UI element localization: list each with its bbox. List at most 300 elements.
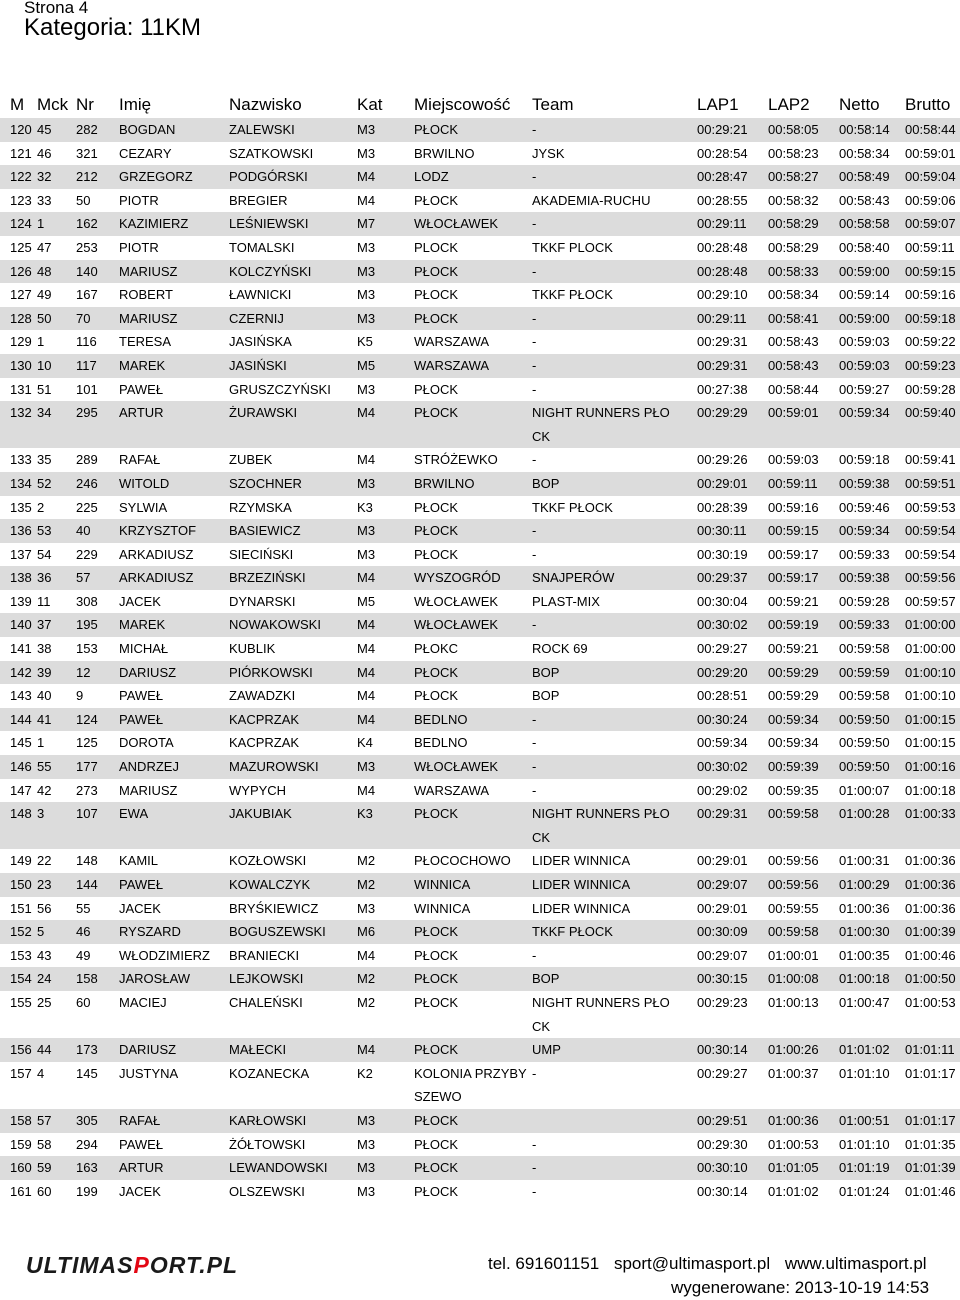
- cell-netto: 01:00:35: [839, 947, 890, 963]
- cell-place-cat: 45: [37, 118, 76, 142]
- cell-bib: 145: [76, 1065, 98, 1081]
- cell-category: M4: [357, 401, 414, 448]
- cell-place-cat: 54: [37, 546, 52, 562]
- cell-brutto: 01:00:00: [905, 613, 960, 637]
- cell-lap2: 00:59:21: [768, 593, 819, 609]
- cell-netto: 00:58:43: [839, 192, 890, 208]
- cell-team: -: [532, 755, 697, 779]
- cell-bib: 199: [76, 1183, 98, 1199]
- cell-team: BOP: [532, 688, 560, 704]
- cell-last-name: SZOCHNER: [229, 472, 357, 496]
- table-row: [0, 189, 960, 213]
- cell-first-name: JACEK: [119, 593, 161, 609]
- cell-city: STRÓŻEWKO: [414, 452, 498, 468]
- cell-city: PŁOCK: [414, 519, 532, 543]
- cell-category: M3: [357, 472, 414, 496]
- generated-timestamp: wygenerowane: 2013-10-19 14:53: [671, 1278, 930, 1297]
- cell-last-name: LEŚNIEWSKI: [229, 212, 357, 236]
- cell-place-cat: 22: [37, 853, 52, 869]
- cell-brutto: 01:00:33: [905, 802, 960, 849]
- cell-place: 144: [0, 708, 37, 732]
- cell-last-name: KOLCZYŃSKI: [229, 260, 357, 284]
- cell-team: -: [532, 1065, 537, 1081]
- cell-place-cat: 34: [37, 401, 76, 448]
- cell-brutto: 00:59:18: [905, 307, 960, 331]
- cell-first-name: ARTUR: [119, 1156, 229, 1180]
- cell-lap2: 00:58:05: [768, 118, 839, 142]
- cell-city: PŁOCK: [414, 192, 459, 208]
- cell-brutto: 01:00:36: [905, 853, 956, 869]
- cell-category: M2: [357, 994, 376, 1010]
- cell-lap1: 00:29:37: [697, 566, 768, 590]
- cell-place-cat: 39: [37, 661, 76, 685]
- cell-category: M3: [357, 239, 376, 255]
- cell-lap1: 00:27:38: [697, 381, 748, 397]
- table-row: [0, 873, 960, 897]
- cell-team: -: [532, 947, 537, 963]
- cell-lap2: 00:58:29: [768, 212, 839, 236]
- cell-first-name: DOROTA: [119, 735, 174, 751]
- cell-category: M3: [357, 1136, 376, 1152]
- cell-city: PŁOCK: [414, 967, 532, 991]
- cell-city: PŁOCK: [414, 307, 532, 331]
- cell-team: LIDER WINNICA: [532, 900, 631, 916]
- cell-lap1: 00:30:19: [697, 546, 748, 562]
- cell-team: NIGHT RUNNERS PŁOCK: [532, 802, 697, 849]
- table-row: [0, 260, 960, 284]
- cell-last-name: ZALEWSKI: [229, 118, 357, 142]
- cell-lap2: 00:59:21: [768, 641, 819, 657]
- cell-bib: 12: [76, 661, 119, 685]
- cell-netto: 01:00:31: [839, 853, 890, 869]
- results-table: [0, 92, 960, 1203]
- table-row: [0, 731, 960, 755]
- cell-place: 143: [10, 688, 32, 704]
- cell-brutto: 00:59:16: [905, 287, 956, 303]
- cell-last-name: DYNARSKI: [229, 593, 296, 609]
- table-row: [0, 708, 960, 732]
- cell-lap1: 00:29:23: [697, 994, 748, 1010]
- cell-place-cat: 32: [37, 165, 76, 189]
- cell-city: KOLONIA PRZYBYSZEWO: [414, 1065, 527, 1105]
- cell-lap2: 00:59:34: [768, 735, 819, 751]
- cell-lap1: 00:29:30: [697, 1136, 748, 1152]
- cell-lap2: 01:00:08: [768, 967, 839, 991]
- cell-team: -: [532, 519, 697, 543]
- cell-city: BRWILNO: [414, 145, 475, 161]
- cell-place: 154: [0, 967, 37, 991]
- cell-place-cat: 52: [37, 472, 76, 496]
- cell-lap1: 00:29:10: [697, 287, 748, 303]
- cell-team: -: [532, 1156, 697, 1180]
- cell-brutto: 00:58:44: [905, 118, 960, 142]
- table-row: [0, 991, 960, 1038]
- cell-category: M4: [357, 452, 376, 468]
- cell-last-name: SIECIŃSKI: [229, 546, 294, 562]
- cell-netto: 00:58:58: [839, 212, 905, 236]
- cell-place: 138: [0, 566, 37, 590]
- cell-team: UMP: [532, 1038, 697, 1062]
- cell-brutto: 01:01:11: [905, 1038, 960, 1062]
- cell-netto: 01:01:24: [839, 1183, 890, 1199]
- table-row: [0, 1038, 960, 1062]
- cell-place-cat: 11: [37, 593, 51, 609]
- cell-netto: 00:58:14: [839, 118, 905, 142]
- cell-netto: 01:01:19: [839, 1156, 905, 1180]
- cell-first-name: KAMIL: [119, 853, 159, 869]
- cell-bib: 40: [76, 519, 119, 543]
- cell-city: WARSZAWA: [414, 334, 490, 350]
- cell-last-name: KOZANECKA: [229, 1065, 310, 1081]
- cell-lap1: 00:29:01: [697, 472, 768, 496]
- cell-team: -: [532, 1136, 537, 1152]
- cell-category: M3: [357, 118, 414, 142]
- cell-lap1: 00:29:01: [697, 900, 748, 916]
- table-row: [0, 849, 960, 873]
- cell-lap2: 00:59:58: [768, 920, 839, 944]
- cell-lap1: 00:29:27: [697, 1065, 748, 1081]
- table-row: [0, 637, 960, 661]
- cell-team: -: [532, 1183, 537, 1199]
- cell-city: PŁOCK: [414, 920, 532, 944]
- cell-first-name: KAZIMIERZ: [119, 212, 229, 236]
- cell-netto: 00:59:00: [839, 260, 905, 284]
- cell-last-name: TOMALSKI: [229, 239, 295, 255]
- col-header-netto: Netto: [839, 95, 880, 114]
- cell-place: 123: [10, 192, 32, 208]
- cell-first-name: MARIUSZ: [119, 782, 178, 798]
- cell-netto: 01:00:18: [839, 967, 905, 991]
- table-row: [0, 590, 960, 614]
- cell-lap2: 00:59:56: [768, 853, 819, 869]
- page-number: Strona 4: [24, 0, 89, 17]
- cell-city: BEDLNO: [414, 735, 468, 751]
- cell-bib: 308: [76, 593, 98, 609]
- cell-place: 121: [10, 145, 32, 161]
- cell-team: -: [532, 546, 537, 562]
- cell-brutto: 00:59:01: [905, 145, 956, 161]
- cell-city: PŁOCK: [414, 546, 459, 562]
- cell-place: 153: [10, 947, 32, 963]
- table-row: [0, 779, 960, 803]
- table-row: [0, 613, 960, 637]
- cell-category: M4: [357, 947, 376, 963]
- table-row: [0, 118, 960, 142]
- cell-category: M3: [357, 145, 376, 161]
- cell-place: 122: [0, 165, 37, 189]
- cell-team: -: [532, 307, 697, 331]
- cell-brutto: 01:01:46: [905, 1183, 956, 1199]
- cell-lap2: 00:58:41: [768, 307, 839, 331]
- cell-bib: 55: [76, 900, 91, 916]
- cell-brutto: 00:59:41: [905, 452, 956, 468]
- cell-bib: 282: [76, 118, 119, 142]
- cell-brutto: 00:59:53: [905, 499, 956, 515]
- cell-place-cat: 38: [37, 641, 52, 657]
- cell-brutto: 00:59:04: [905, 165, 960, 189]
- cell-brutto: 01:01:39: [905, 1156, 960, 1180]
- cell-netto: 00:59:03: [839, 354, 905, 378]
- cell-category: M3: [357, 546, 376, 562]
- cell-place-cat: 50: [37, 307, 76, 331]
- cell-bib: 225: [76, 499, 98, 515]
- cell-brutto: 00:59:28: [905, 381, 956, 397]
- cell-netto: 01:00:51: [839, 1109, 905, 1133]
- cell-team: BOP: [532, 472, 697, 496]
- cell-place-cat: 41: [37, 708, 76, 732]
- table-row: [0, 920, 960, 944]
- cell-lap2: 00:58:33: [768, 260, 839, 284]
- cell-first-name: BOGDAN: [119, 118, 229, 142]
- cell-lap2: 00:59:29: [768, 661, 839, 685]
- cell-category: K3: [357, 802, 414, 849]
- cell-last-name: ZAWADZKI: [229, 688, 296, 704]
- cell-city: PŁOCK: [414, 1183, 459, 1199]
- cell-first-name: PAWEŁ: [119, 708, 229, 732]
- logo-text: ULTIMASPORT.PL: [26, 1253, 239, 1277]
- cell-netto: 01:00:07: [839, 782, 890, 798]
- cell-last-name: ŁAWNICKI: [229, 287, 292, 303]
- cell-place-cat: 44: [37, 1038, 76, 1062]
- cell-lap1: 00:29:01: [697, 853, 748, 869]
- cell-brutto: 00:59:54: [905, 546, 956, 562]
- cell-place: 150: [0, 873, 37, 897]
- cell-bib: 125: [76, 735, 98, 751]
- cell-city: PŁOCK: [414, 1136, 459, 1152]
- cell-bib: 107: [76, 802, 119, 849]
- cell-category: K2: [357, 1065, 373, 1081]
- cell-city: PŁOCK: [414, 802, 532, 849]
- cell-last-name: JAKUBIAK: [229, 802, 357, 849]
- cell-lap1: 00:30:02: [697, 613, 768, 637]
- cell-place-cat: 24: [37, 967, 76, 991]
- footer-website[interactable]: www.ultimasport.pl: [784, 1254, 927, 1273]
- table-row: [0, 543, 960, 567]
- cell-place-cat: 43: [37, 947, 52, 963]
- cell-netto: 00:59:34: [839, 519, 905, 543]
- cell-lap1: 00:28:47: [697, 165, 768, 189]
- cell-last-name: KACPRZAK: [229, 735, 300, 751]
- cell-category: M4: [357, 192, 376, 208]
- cell-team: -: [532, 708, 697, 732]
- cell-place: 134: [0, 472, 37, 496]
- cell-brutto: 01:00:00: [905, 641, 956, 657]
- table-row: [0, 1180, 960, 1204]
- table-row: [0, 212, 960, 236]
- cell-category: M6: [357, 920, 414, 944]
- cell-netto: 00:59:46: [839, 499, 890, 515]
- cell-bib: 140: [76, 260, 119, 284]
- cell-category: K5: [357, 334, 373, 350]
- cell-brutto: 01:01:17: [905, 1065, 956, 1081]
- cell-place-cat: 58: [37, 1136, 52, 1152]
- cell-brutto: 01:00:46: [905, 947, 956, 963]
- cell-city: WYSZOGRÓD: [414, 566, 532, 590]
- cell-bib: 50: [76, 192, 91, 208]
- col-header-nr: Nr: [76, 95, 94, 114]
- cell-first-name: ARKADIUSZ: [119, 566, 229, 590]
- cell-category: M4: [357, 661, 414, 685]
- cell-city: PŁOCK: [414, 1156, 532, 1180]
- col-header-nazwisko: Nazwisko: [229, 95, 302, 114]
- cell-last-name: GRUSZCZYŃSKI: [229, 381, 331, 397]
- cell-bib: 177: [76, 755, 119, 779]
- cell-lap2: 00:59:15: [768, 519, 839, 543]
- cell-place-cat: 25: [37, 994, 52, 1010]
- cell-first-name: TERESA: [119, 334, 172, 350]
- cell-team: BOP: [532, 967, 697, 991]
- cell-city: WINNICA: [414, 900, 471, 916]
- cell-last-name: ŻURAWSKI: [229, 401, 357, 448]
- cell-place: 159: [10, 1136, 32, 1152]
- cell-category: M4: [357, 566, 414, 590]
- col-header-m: M: [10, 95, 25, 114]
- cell-category: M4: [357, 613, 414, 637]
- cell-place-cat: 1: [37, 334, 45, 350]
- cell-lap2: 01:00:13: [768, 994, 819, 1010]
- cell-last-name: JASIŃSKA: [229, 334, 292, 350]
- cell-city: WARSZAWA: [414, 782, 490, 798]
- header-row: [0, 92, 960, 118]
- cell-netto: 00:59:50: [839, 735, 890, 751]
- cell-brutto: 01:00:18: [905, 782, 956, 798]
- category-title: Kategoria: 11KM: [24, 14, 201, 41]
- cell-team: -: [532, 165, 697, 189]
- cell-lap2: 01:00:53: [768, 1136, 819, 1152]
- cell-city: PŁOCK: [414, 401, 532, 448]
- cell-lap1: 00:29:07: [697, 947, 748, 963]
- cell-bib: 295: [76, 401, 119, 448]
- cell-city: PŁOCK: [414, 688, 459, 704]
- cell-category: M5: [357, 593, 376, 609]
- cell-place: 158: [0, 1109, 37, 1133]
- cell-last-name: CHALEŃSKI: [229, 994, 303, 1010]
- cell-place: 125: [10, 239, 32, 255]
- cell-place: 132: [0, 401, 37, 448]
- cell-lap1: 00:28:48: [697, 239, 748, 255]
- cell-netto: 00:59:28: [839, 593, 890, 609]
- cell-place: 157: [10, 1065, 32, 1081]
- table-row: [0, 684, 960, 708]
- cell-place-cat: 47: [37, 239, 52, 255]
- cell-team: TKKF PŁOCK: [532, 499, 613, 515]
- cell-lap1: 00:28:39: [697, 499, 748, 515]
- cell-netto: 00:59:33: [839, 613, 905, 637]
- cell-bib: 49: [76, 947, 91, 963]
- cell-bib: 116: [76, 334, 97, 350]
- cell-category: M3: [357, 1109, 414, 1133]
- cell-bib: 229: [76, 546, 98, 562]
- footer-email[interactable]: sport@ultimasport.pl: [613, 1254, 771, 1273]
- cell-lap2: 01:01:02: [768, 1183, 819, 1199]
- cell-first-name: MARIUSZ: [119, 307, 229, 331]
- cell-last-name: ZUBEK: [229, 452, 273, 468]
- col-header-team: Team: [532, 95, 574, 114]
- cell-city: PŁOCK: [414, 118, 532, 142]
- cell-category: M4: [357, 708, 414, 732]
- cell-team: AKADEMIA-RUCHU: [532, 192, 651, 208]
- cell-lap2: 00:58:29: [768, 239, 819, 255]
- table-row: [0, 401, 960, 448]
- cell-first-name: PAWEŁ: [119, 873, 229, 897]
- cell-lap2: 00:58:27: [768, 165, 839, 189]
- cell-netto: 00:59:59: [839, 661, 905, 685]
- table-row: [0, 307, 960, 331]
- cell-lap2: 00:59:19: [768, 613, 839, 637]
- cell-brutto: 00:59:06: [905, 192, 956, 208]
- cell-place-cat: 36: [37, 566, 76, 590]
- table-row: [0, 897, 960, 921]
- cell-first-name: MICHAŁ: [119, 641, 169, 657]
- cell-netto: 00:58:34: [839, 145, 890, 161]
- cell-place-cat: 40: [37, 688, 52, 704]
- table-row: [0, 661, 960, 685]
- cell-place: 148: [0, 802, 37, 849]
- cell-lap1: 00:29:31: [697, 334, 748, 350]
- cell-team: -: [532, 381, 537, 397]
- cell-first-name: ARTUR: [119, 401, 229, 448]
- cell-place: 135: [10, 499, 32, 515]
- cell-bib: 289: [76, 452, 98, 468]
- cell-last-name: BASIEWICZ: [229, 519, 357, 543]
- cell-netto: 00:59:14: [839, 287, 890, 303]
- cell-place: 120: [0, 118, 37, 142]
- cell-team: -: [532, 782, 537, 798]
- cell-first-name: WŁODZIMIERZ: [119, 947, 210, 963]
- col-header-imie: Imię: [119, 95, 152, 114]
- cell-team: -: [532, 212, 697, 236]
- cell-lap1: 00:29:29: [697, 401, 768, 448]
- cell-bib: 167: [76, 287, 98, 303]
- cell-lap2: 00:59:56: [768, 873, 839, 897]
- table-row: [0, 165, 960, 189]
- table-row: [0, 1133, 960, 1157]
- cell-first-name: MAREK: [119, 613, 229, 637]
- cell-city: PŁOCOCHOWO: [414, 853, 511, 869]
- cell-category: M4: [357, 165, 414, 189]
- cell-brutto: 00:59:22: [905, 334, 956, 350]
- cell-lap1: 00:29:27: [697, 641, 748, 657]
- cell-category: M2: [357, 873, 414, 897]
- cell-lap1: 00:30:14: [697, 1183, 748, 1199]
- col-header-lap2: LAP2: [768, 95, 810, 114]
- table-row: [0, 283, 960, 307]
- cell-brutto: 00:59:15: [905, 260, 960, 284]
- table-row: [0, 1109, 960, 1133]
- cell-last-name: KUBLIK: [229, 641, 276, 657]
- cell-place: 141: [10, 641, 32, 657]
- cell-first-name: ANDRZEJ: [119, 755, 229, 779]
- cell-first-name: JACEK: [119, 1183, 161, 1199]
- table-row: [0, 802, 960, 849]
- cell-team: -: [532, 118, 697, 142]
- cell-first-name: MACIEJ: [119, 994, 167, 1010]
- cell-netto: 00:59:58: [839, 688, 890, 704]
- cell-lap2: 00:58:43: [768, 334, 819, 350]
- cell-netto: 00:59:00: [839, 307, 905, 331]
- cell-netto: 00:59:58: [839, 641, 890, 657]
- cell-lap1: 00:30:02: [697, 755, 768, 779]
- cell-bib: 162: [76, 212, 119, 236]
- cell-city: PŁOCK: [414, 260, 532, 284]
- cell-first-name: JAROSŁAW: [119, 967, 229, 991]
- cell-city: WŁOCŁAWEK: [414, 755, 532, 779]
- cell-lap2: 00:59:35: [768, 782, 819, 798]
- cell-place-cat: 42: [37, 782, 52, 798]
- table-row: [0, 354, 960, 378]
- cell-place: 140: [0, 613, 37, 637]
- cell-bib: 124: [76, 708, 119, 732]
